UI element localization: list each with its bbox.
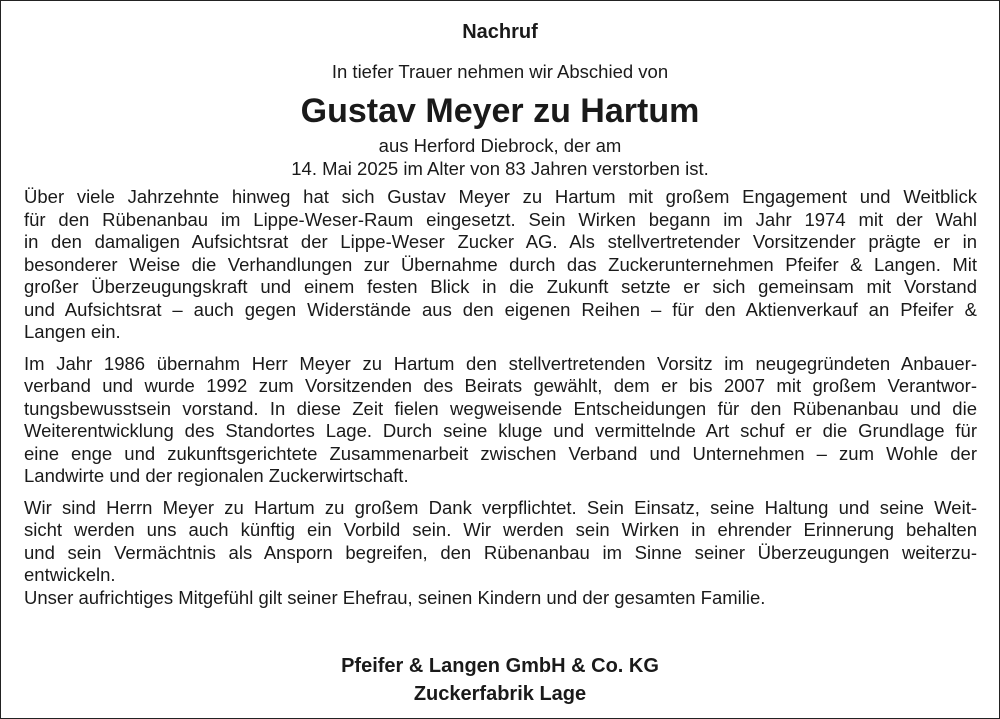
paragraph-3 [24, 497, 977, 610]
text-line: Langen ein. [24, 321, 121, 342]
text-line: entwickeln. [24, 564, 116, 585]
origin-line: aus Herford Diebrock, der am [378, 135, 622, 156]
obituary-body [24, 186, 977, 609]
company-name: Pfeifer & Langen GmbH & Co. KG [341, 655, 659, 677]
deceased-name: Gustav Meyer zu Hartum [300, 92, 700, 130]
text-line: Wir sind Herrn Meyer zu Hartum zu großem Dank verpflichtet. Sein Einsatz, seine Haltung und seine Weit- [24, 496, 977, 518]
text-line: tungsbewusstsein vorstand. In diese Zeit fielen wegweisende Entscheidungen für den Rübenanbau und die [24, 397, 977, 419]
text-line: verband und wurde 1992 zum Vorsitzenden des Beirats gewählt, dem er bis 2007 mit großem Verantwor- [24, 375, 977, 396]
text-line: eine enge und zukunftsgerichtete Zusammenarbeit zwischen Verband und Unternehmen – zum Wohle der [24, 442, 977, 464]
text-line: großer Überzeugungskraft und einem festen Blick in die Zukunft setzte er sich gemeinsam mit Vorstand [24, 276, 977, 297]
company-site: Zuckerfabrik Lage [413, 683, 587, 705]
obituary-heading: Nachruf [462, 21, 538, 43]
text-line: sicht werden uns auch künftig ein Vorbild sein. Wir werden sein Wirken in ehrender Erinnerung behalten [24, 519, 977, 540]
text-line: und Aufsichtsrat – auch gegen Widerstände aus den eigenen Reihen – für den Aktienverkauf an Pfeifer & [24, 298, 977, 320]
text-line: und sein Vermächtnis als Ansporn begreifen, den Rübenanbau im Sinne seiner Überzeugungen weiterzu- [24, 541, 977, 563]
intro-line: In tiefer Trauer nehmen wir Abschied von [331, 61, 669, 82]
paragraph-1 [24, 186, 977, 344]
text-line: Über viele Jahrzehnte hinweg hat sich Gustav Meyer zu Hartum mit großem Engagement und Weitblick [24, 186, 977, 207]
text-line: Weiterentwicklung des Standortes Lage. Durch seine kluge und vermittelnde Art schuf er die Grundlage für [24, 420, 977, 441]
origin-block [0, 135, 1000, 180]
condolence-line: Unser aufrichtiges Mitgefühl gilt seiner Ehefrau, seinen Kindern und der gesamten Familie. [24, 586, 766, 608]
text-line: Im Jahr 1986 übernahm Herr Meyer zu Hartum den stellvertretenden Vorsitz im neugegründeten Anbauer- [24, 352, 977, 374]
text-line: in den damaligen Aufsichtsrat der Lippe-Weser Zucker AG. Als stellvertretender Vorsitzender prägte er in [24, 231, 977, 252]
paragraph-2 [24, 353, 977, 488]
text-line: für den Rübenanbau im Lippe-Weser-Raum eingesetzt. Sein Wirken begann im Jahr 1974 mit der Wahl [24, 208, 977, 230]
origin-line: 14. Mai 2025 im Alter von 83 Jahren verstorben ist. [291, 157, 709, 179]
text-line: besonderer Weise die Verhandlungen zur Übernahme durch das Zuckerunternehmen Pfeifer & Langen. Mit [24, 253, 977, 275]
company-signature [0, 652, 1000, 708]
text-line: Landwirte und der regionalen Zuckerwirtschaft. [24, 465, 409, 486]
